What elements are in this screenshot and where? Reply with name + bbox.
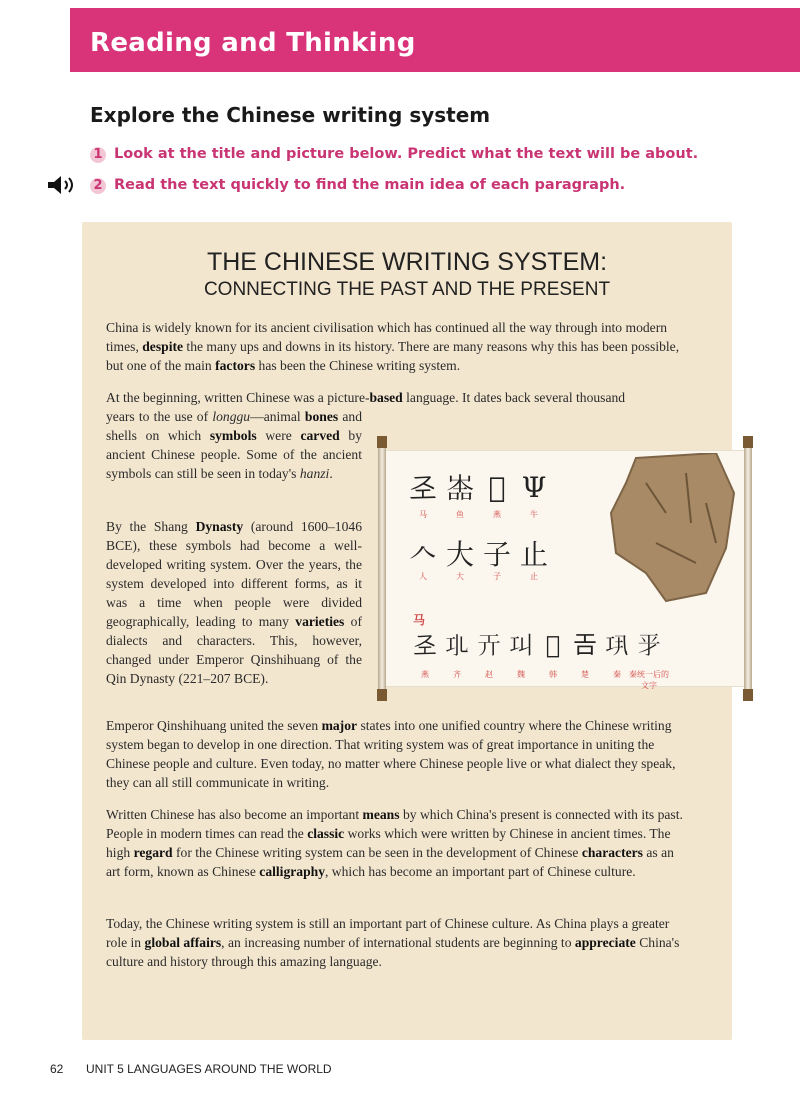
oracle-glyph: Ψ: [521, 471, 547, 504]
oracle-bone-scroll-figure: [372, 436, 758, 701]
oracle-glyph: 𠆢: [408, 538, 437, 571]
oracle-glyph: 𡴡: [445, 472, 474, 505]
task-text: Read the text quickly to find the main idea of each paragraph.: [114, 177, 626, 193]
glyph-gloss: 赵: [485, 670, 493, 679]
oracle-glyph: 𢀝: [637, 632, 661, 660]
oracle-glyph: 𢀖: [408, 471, 437, 504]
glyph-gloss: 子: [493, 572, 501, 581]
task-number: 1: [90, 147, 106, 163]
glyph-gloss: 秦: [613, 670, 621, 679]
glyph-gloss: 魏: [517, 670, 525, 679]
glyph-gloss: 齐: [453, 670, 461, 679]
glyph-gloss: 牛: [530, 510, 538, 519]
article-paragraph: years to the use of longgu—animal bones and shells on which symbols were carved by ancient Chinese people. Some of the ancient symbols can still be seen in today's hanzi.: [106, 409, 362, 481]
figure-label: 马: [413, 613, 426, 627]
oracle-glyph: 𢀙: [509, 632, 533, 660]
task-1: [90, 146, 698, 163]
speaker-icon[interactable]: [46, 175, 80, 195]
unit-title: UNIT 5 LANGUAGES AROUND THE WORLD: [86, 1062, 332, 1076]
oracle-glyph: 𢀗: [445, 632, 469, 660]
banner-title: Reading and Thinking: [90, 28, 416, 58]
glyph-gloss: 马: [419, 510, 427, 519]
oracle-glyph: 𢀛: [573, 631, 597, 659]
oracle-glyph: 大: [445, 538, 474, 571]
article-paragraph: At the beginning, written Chinese was a picture-based language. It dates back several thousand: [106, 390, 626, 405]
oracle-glyph: 𢀘: [477, 632, 501, 660]
glyph-gloss: 大: [456, 572, 464, 581]
task-text: Look at the title and picture below. Predict what the text will be about.: [114, 146, 699, 162]
task-number: 2: [90, 178, 106, 194]
article-title: THE CHINESE WRITING SYSTEM:: [206, 248, 608, 276]
scroll-rod-left: [378, 436, 386, 701]
glyph-gloss: 燕: [493, 510, 501, 519]
glyph-gloss: 燕: [421, 670, 429, 679]
article-paragraph: Written Chinese has also become an important means by which China's present is connected with its past. People in modern times can read the classic works which were written by Chinese in ancient times. The high regard for the Chinese writing system can be seen in the development of Chinese characters as an art form, known as Chinese calligraphy, which has become an important part of Chinese culture.: [106, 807, 683, 879]
oracle-glyph: 𢀖: [413, 631, 437, 659]
oracle-glyph: 止: [519, 538, 548, 571]
glyph-gloss: 韩: [549, 670, 557, 679]
scroll-rod-right: [744, 436, 752, 701]
article-subtitle: CONNECTING THE PAST AND THE PRESENT: [203, 279, 611, 300]
oracle-glyph: 子: [482, 538, 511, 571]
article-paragraph: Emperor Qinshihuang united the seven major states into one unified country where the Chinese writing system began to develop in one direction. That writing system was of great importance in uniting the Chinese people and culture. Even today, no matter where Chinese people live or what dialect they speak, they can all still communicate in writing.: [106, 718, 676, 790]
oracle-glyph: 𢅷: [488, 471, 506, 504]
glyph-gloss: 止: [530, 572, 538, 581]
article-paragraph: China is widely known for its ancient civilisation which has continued all the way through into modern times, despite the many ups and downs in its history. There are many reasons why this has been possible, but one of the main factors has been the Chinese writing system.: [106, 320, 680, 373]
article-paragraph: Today, the Chinese writing system is still an important part of Chinese culture. As China plays a greater role in global affairs, an increasing number of international students are beginning to appreciate China's culture and history through this amazing language.: [106, 916, 680, 969]
page-number: 62: [50, 1062, 64, 1076]
article-paragraph: By the Shang Dynasty (around 1600–1046 BCE), these symbols had become a well-developed writing system. Over the years, the system developed into different forms, as it was a time when people were divided geographically, leading to many varieties of dialects and characters. This, however, changed under Emperor Qinshihuang of the Qin Dynasty (221–207 BCE).: [106, 519, 362, 686]
glyph-gloss: 楚: [581, 670, 589, 679]
task-2: [90, 177, 625, 194]
glyph-gloss: 鱼: [456, 510, 464, 519]
oracle-glyph: 𢀜: [605, 632, 629, 660]
glyph-gloss: 秦统一后的文字: [629, 670, 669, 690]
oracle-bone-image: [606, 453, 736, 603]
oracle-glyph: 𢀚: [545, 631, 561, 659]
section-banner: [70, 8, 800, 72]
scroll-paper: [382, 450, 749, 690]
glyph-gloss: 人: [419, 572, 427, 581]
section-title: Explore the Chinese writing system: [90, 103, 491, 127]
